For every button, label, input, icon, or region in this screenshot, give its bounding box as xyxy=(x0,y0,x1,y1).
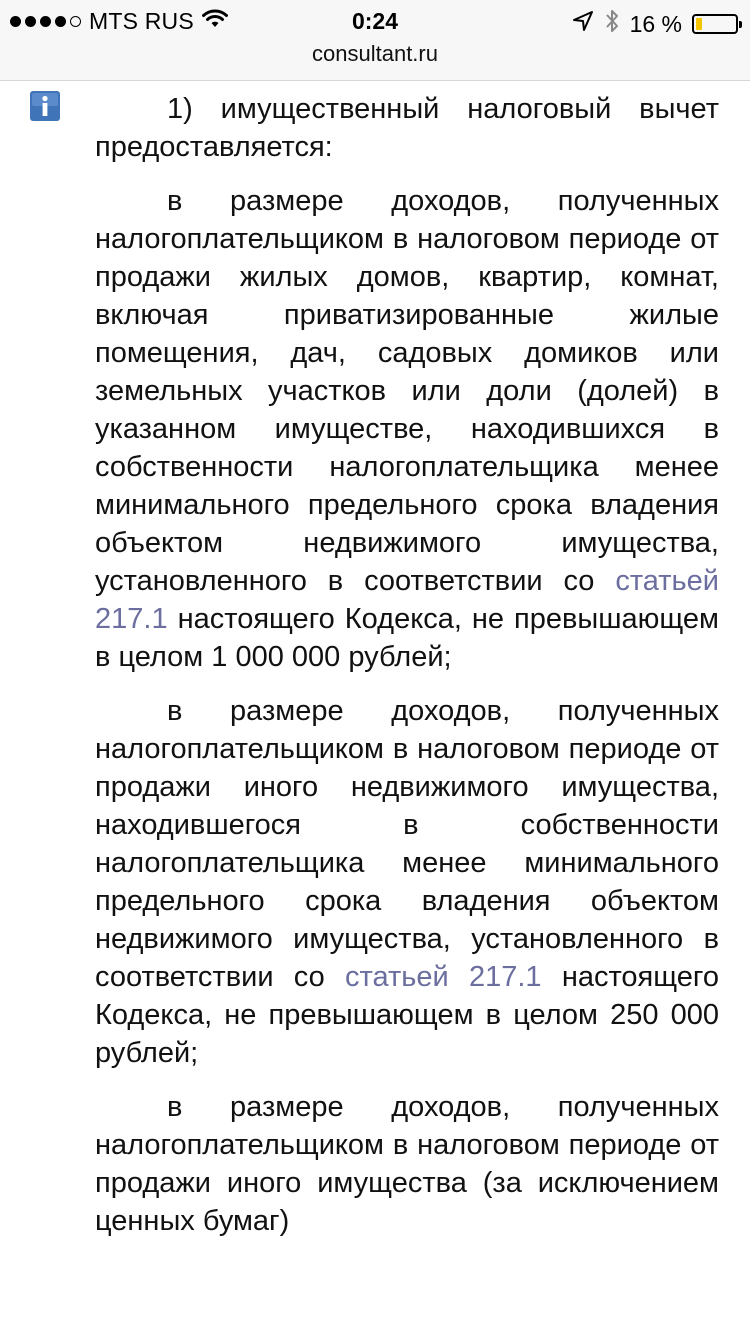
paragraph-3-text-end: настоящего Кодекса, не превышающем в целом 250 000 рублей; xyxy=(95,961,719,1069)
paragraph-3-text: в размере доходов, полученных налогоплательщиком в налоговом периоде от продажи иного недвижимого имущества, находившегося в собственности налогоплательщика менее минимального предельного срока владения объектом недвижимого имущества, установленного в соответствии со xyxy=(95,695,719,993)
carrier-name: MTS RUS xyxy=(89,8,194,34)
battery-percent: 16 % xyxy=(629,10,682,37)
bluetooth-icon xyxy=(604,8,620,40)
status-time: 0:24 xyxy=(351,8,399,34)
document-text xyxy=(95,90,719,1256)
article-link[interactable]: статьей 217.1 xyxy=(345,961,542,993)
article-link[interactable]: статьей 217.1 xyxy=(95,565,719,635)
info-icon[interactable] xyxy=(30,91,60,121)
address-bar[interactable]: consultant.ru xyxy=(312,41,438,66)
browser-top-bar xyxy=(0,0,750,81)
battery-icon xyxy=(692,14,738,34)
paragraph-1: 1) имущественный налоговый вычет предоставляется: xyxy=(95,93,719,163)
paragraph-4: в размере доходов, полученных налогоплательщиком в налоговом периоде от продажи иного имущества (за исключением ценных бумаг) xyxy=(95,1091,719,1237)
status-bar xyxy=(0,6,750,40)
status-bar-right xyxy=(572,8,738,40)
paragraph-2-text: в размере доходов, полученных налогоплательщиком в налоговом периоде от продажи жилых домов, квартир, комнат, включая приватизированные жилые помещения, дач, садовых домиков или земельных участков или доли (долей) в указанном имуществе, находившихся в собственности налогоплательщика менее минимального предельного срока владения объектом недвижимого имущества, установленного в соответствии со xyxy=(95,185,719,597)
battery-level-fill xyxy=(696,18,702,30)
location-arrow-icon xyxy=(572,10,594,38)
paragraph-2-text-end: настоящего Кодекса, не превышающем в целом 1 000 000 рублей; xyxy=(95,603,719,673)
paragraph-3 xyxy=(95,692,719,1072)
paragraph-2 xyxy=(95,182,719,676)
